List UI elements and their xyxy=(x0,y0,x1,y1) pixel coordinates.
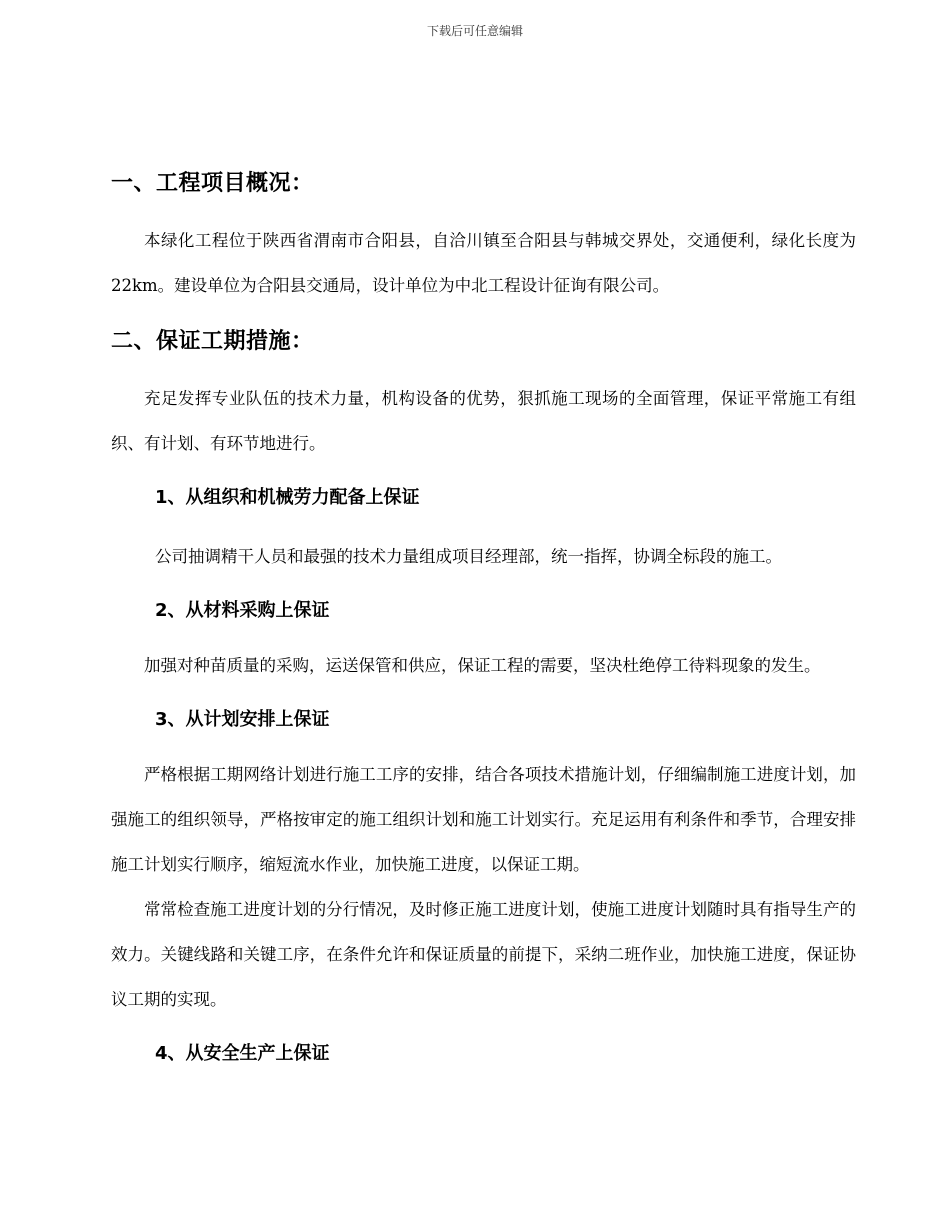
page-header: 下载后可任意编辑 xyxy=(426,24,523,38)
subsection-title-planning: 3、从计划安排上保证 xyxy=(155,709,330,730)
section-title-schedule-measures: 二、保证工期措施： xyxy=(111,329,314,354)
section-title-overview: 一、工程项目概况： xyxy=(111,171,314,196)
materials-paragraph: 加强对种苗质量的采购，运送保管和供应，保证工程的需要，坚决杜绝停工待料现象的发生。 xyxy=(144,656,821,675)
document-body xyxy=(111,160,856,1076)
subsection-title-materials: 2、从材料采购上保证 xyxy=(155,600,330,621)
planning-paragraph-2: 常常检查施工进度计划的分行情况，及时修正施工进度计划，使施工进度计划随时具有指导生产的效力。关键线路和关键工序，在条件允许和保证质量的前提下，采纳二班作业，加快施工进度，保证协议工期的实现。 xyxy=(111,900,856,1009)
schedule-intro-paragraph: 充足发挥专业队伍的技术力量，机构设备的优势，狠抓施工现场的全面管理，保证平常施工有组织、有计划、有环节地进行。 xyxy=(111,389,856,453)
planning-paragraph-1: 严格根据工期网络计划进行施工工序的安排，结合各项技术措施计划，仔细编制施工进度计划，加强施工的组织领导，严格按审定的施工组织计划和施工计划实行。充足运用有利条件和季节，合理安排施工计划实行顺序，缩短流水作业，加快施工进度，以保证工期。 xyxy=(111,765,856,874)
subsection-title-organization: 1、从组织和机械劳力配备上保证 xyxy=(155,487,420,508)
organization-paragraph: 公司抽调精干人员和最强的技术力量组成项目经理部，统一指挥，协调全标段的施工。 xyxy=(155,547,782,566)
overview-paragraph: 本绿化工程位于陕西省渭南市合阳县，自洽川镇至合阳县与韩城交界处，交通便利，绿化长度为22km。建设单位为合阳县交通局，设计单位为中北工程设计征询有限公司。 xyxy=(111,231,856,295)
subsection-title-safety: 4、从安全生产上保证 xyxy=(155,1043,330,1064)
